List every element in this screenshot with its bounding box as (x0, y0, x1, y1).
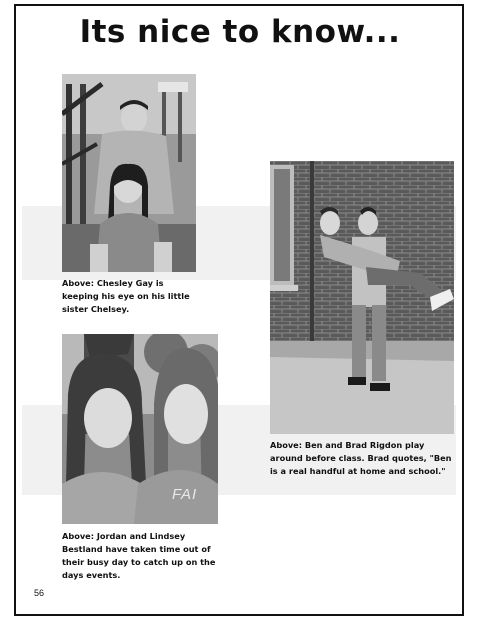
ben-brad-caption: Above: Ben and Brad Rigdon play around before class. Brad quotes, "Ben is a real handful at home and school." (270, 440, 452, 476)
shirt-print-text: FAI (172, 486, 198, 503)
chesley-chelsey-photo (62, 74, 196, 272)
jordan-lindsey-photo (62, 334, 218, 524)
chesley-chelsey-caption: Above: Chesley Gay is keeping his eye on his little sister Chelsey. (62, 278, 190, 314)
ben-brad-photo (270, 161, 454, 434)
jordan-lindsey-caption: Above: Jordan and Lindsey Bestland have taken time out of their busy day to catch up on the days events. (62, 531, 216, 580)
page-title: Its nice to know... (79, 14, 401, 50)
page-number: 56 (34, 588, 45, 598)
